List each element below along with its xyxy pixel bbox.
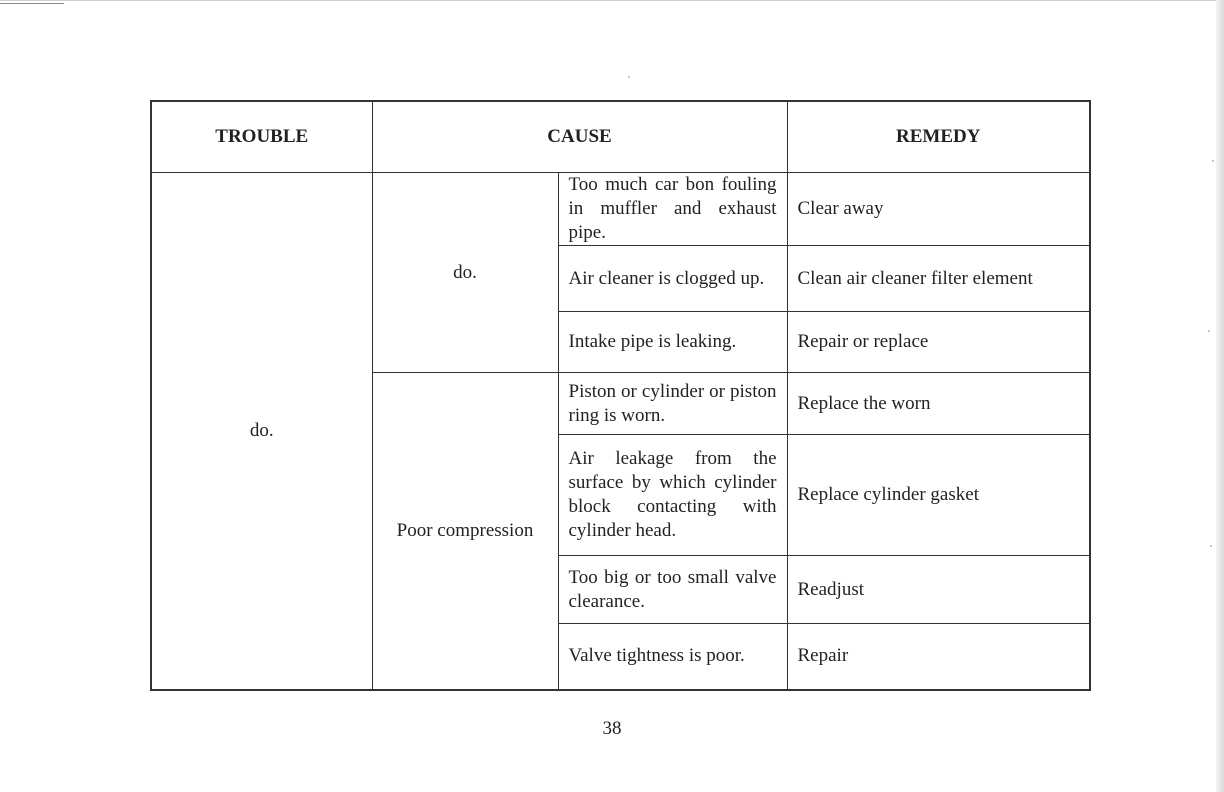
- cause-cell: Poor compression: [372, 373, 558, 690]
- remedy-cell: Clean air cleaner filter element: [787, 246, 1090, 312]
- cause-detail-cell: Too big or too small valve clearance.: [558, 556, 787, 624]
- cause-detail-cell: Piston or cylinder or piston ring is worn.: [558, 373, 787, 435]
- remedy-cell: Repair or replace: [787, 312, 1090, 373]
- remedy-cell: Replace the worn: [787, 373, 1090, 435]
- trouble-table: [150, 100, 1091, 691]
- remedy-cell: Readjust: [787, 556, 1090, 624]
- table-row: [151, 173, 1090, 246]
- trouble-cell: do.: [151, 173, 372, 690]
- page-number: 38: [602, 718, 622, 739]
- cause-detail-cell: Too much car bon fouling in muffler and exhaust pipe.: [558, 173, 787, 246]
- cause-detail-cell: Intake pipe is leaking.: [558, 312, 787, 373]
- scan-speck: [1212, 160, 1214, 162]
- header-cause: CAUSE: [372, 101, 787, 173]
- scan-speck: [1210, 545, 1212, 547]
- scan-mark: [0, 3, 64, 4]
- cause-detail-cell: Air cleaner is clogged up.: [558, 246, 787, 312]
- scan-edge-top: [0, 0, 1224, 4]
- scan-edge-right: [1216, 0, 1224, 792]
- cause-detail-cell: Air leakage from the surface by which cylinder block contacting with cylinder head.: [558, 435, 787, 556]
- cause-cell: do.: [372, 173, 558, 373]
- cause-detail-cell: Valve tightness is poor.: [558, 624, 787, 690]
- scan-speck: [1208, 330, 1210, 332]
- header-remedy: REMEDY: [787, 101, 1090, 173]
- header-trouble: TROUBLE: [151, 101, 372, 173]
- remedy-cell: Repair: [787, 624, 1090, 690]
- remedy-cell: Replace cylinder gasket: [787, 435, 1090, 556]
- remedy-cell: Clear away: [787, 173, 1090, 246]
- scan-speck: [628, 76, 630, 78]
- table-header-row: [151, 101, 1090, 173]
